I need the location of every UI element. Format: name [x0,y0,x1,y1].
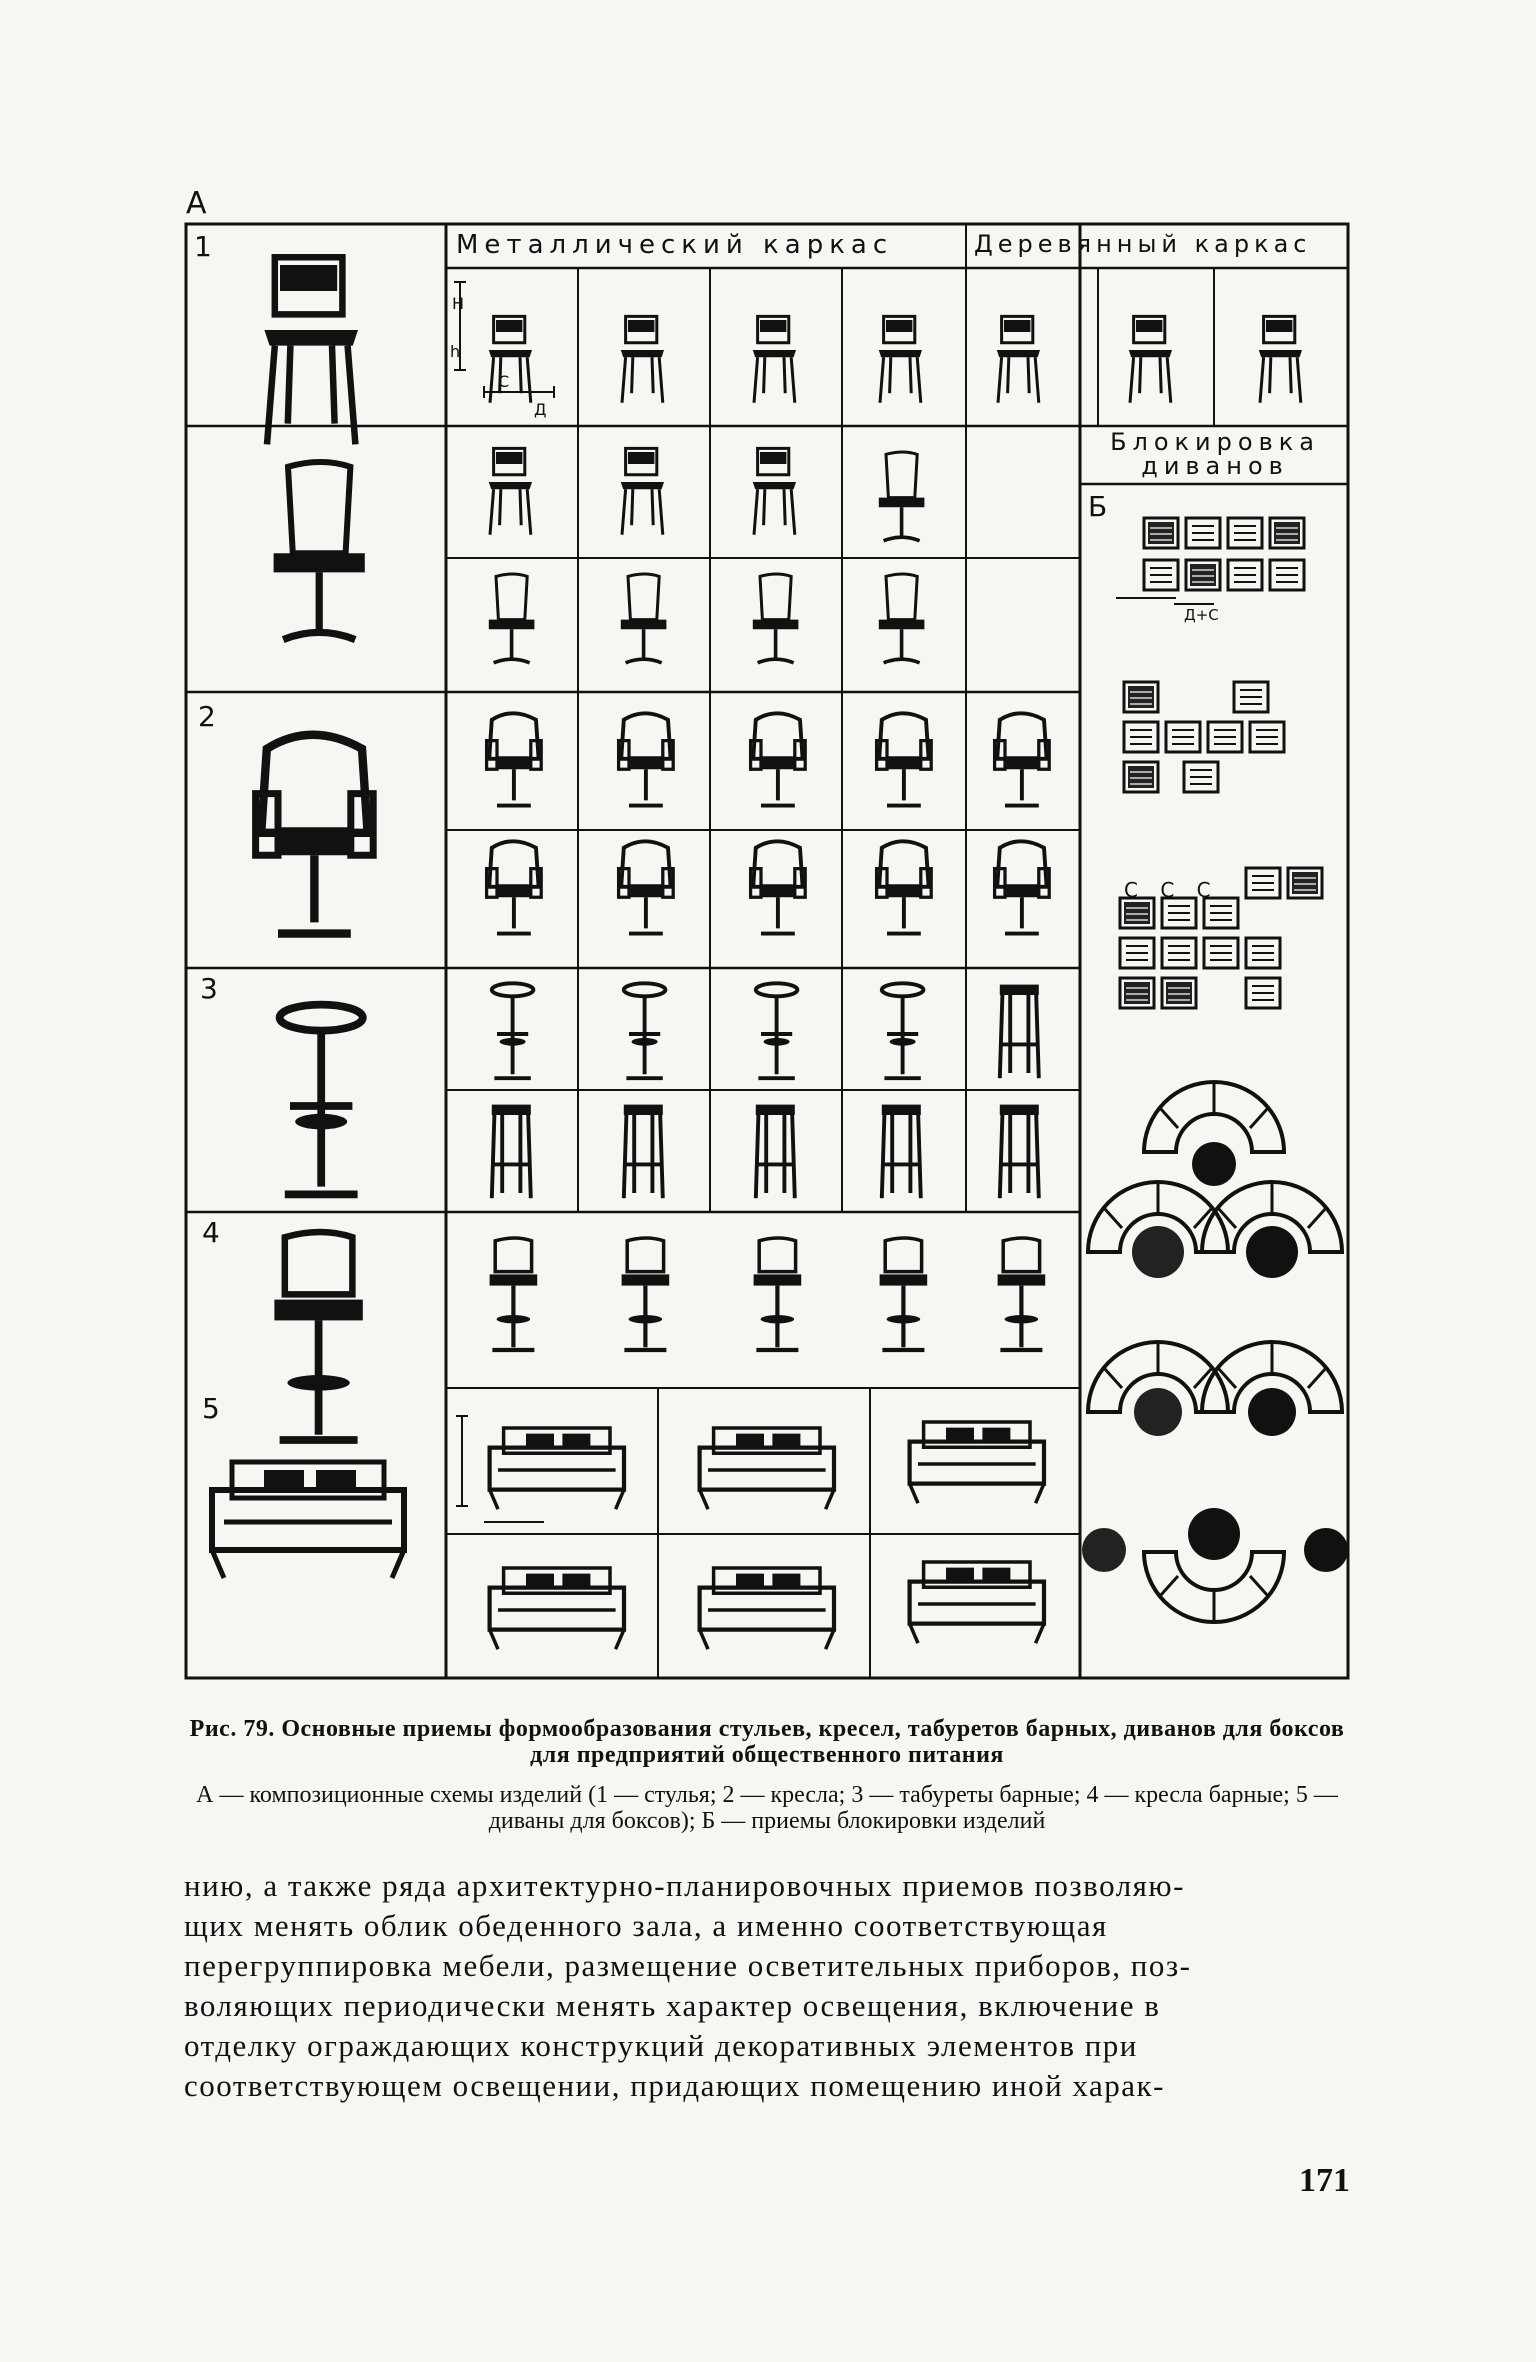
dim-dc: Д+С [1184,606,1219,624]
body-text [184,1866,1350,2106]
body-line: нию, а также ряда архитектурно-планировочных приемов позволяю- [184,1868,1185,1903]
body-line: щих менять облик обеденного зала, а именно соответствующая [184,1908,1108,1943]
section-number-3: 3 [200,972,218,1005]
figure-caption-title [184,1716,1350,1768]
caption-prefix: Рис. 79. [189,1716,275,1742]
figure-illustration [184,222,1350,1682]
body-line: соответствующем освещении, придающих помещению иной харак- [184,2068,1165,2103]
section-label-b: Б [1088,490,1108,523]
section-number-5: 5 [202,1392,220,1425]
block-header: Блокировка диванов [1110,428,1320,480]
header-metal-frame: Металлический каркас [456,230,894,260]
section-number-1: 1 [194,230,212,263]
caption-title-text: Основные приемы формообразования стульев, кресел, табуретов барных, диванов для боксов для предприятий общественного питания [281,1716,1345,1768]
figure-label: А [186,186,207,221]
dim-c: С [498,372,510,391]
dim-h: H [452,294,465,313]
section-number-4: 4 [202,1216,220,1249]
dim-h-small: h [450,342,461,361]
body-line: перегруппировка мебели, размещение осветительных приборов, поз- [184,1948,1192,1983]
figure-caption-body: А — композиционные схемы изделий (1 — стулья; 2 — кресла; 3 — табуреты барные; 4 — кресла барные; 5 — диваны для боксов); Б — приемы блокировки изделий [196,1782,1338,1834]
section-number-2: 2 [198,700,216,733]
header-wood-frame: Деревянный каркас [974,230,1312,258]
dim-d: Д [534,400,547,419]
page-number: 171 [1299,2162,1350,2199]
body-line: отделку ограждающих конструкций декоративных элементов при [184,2028,1138,2063]
dim-ccc: С С С [1124,878,1219,902]
body-line: воляющих периодически менять характер освещения, включение в [184,1988,1161,2023]
